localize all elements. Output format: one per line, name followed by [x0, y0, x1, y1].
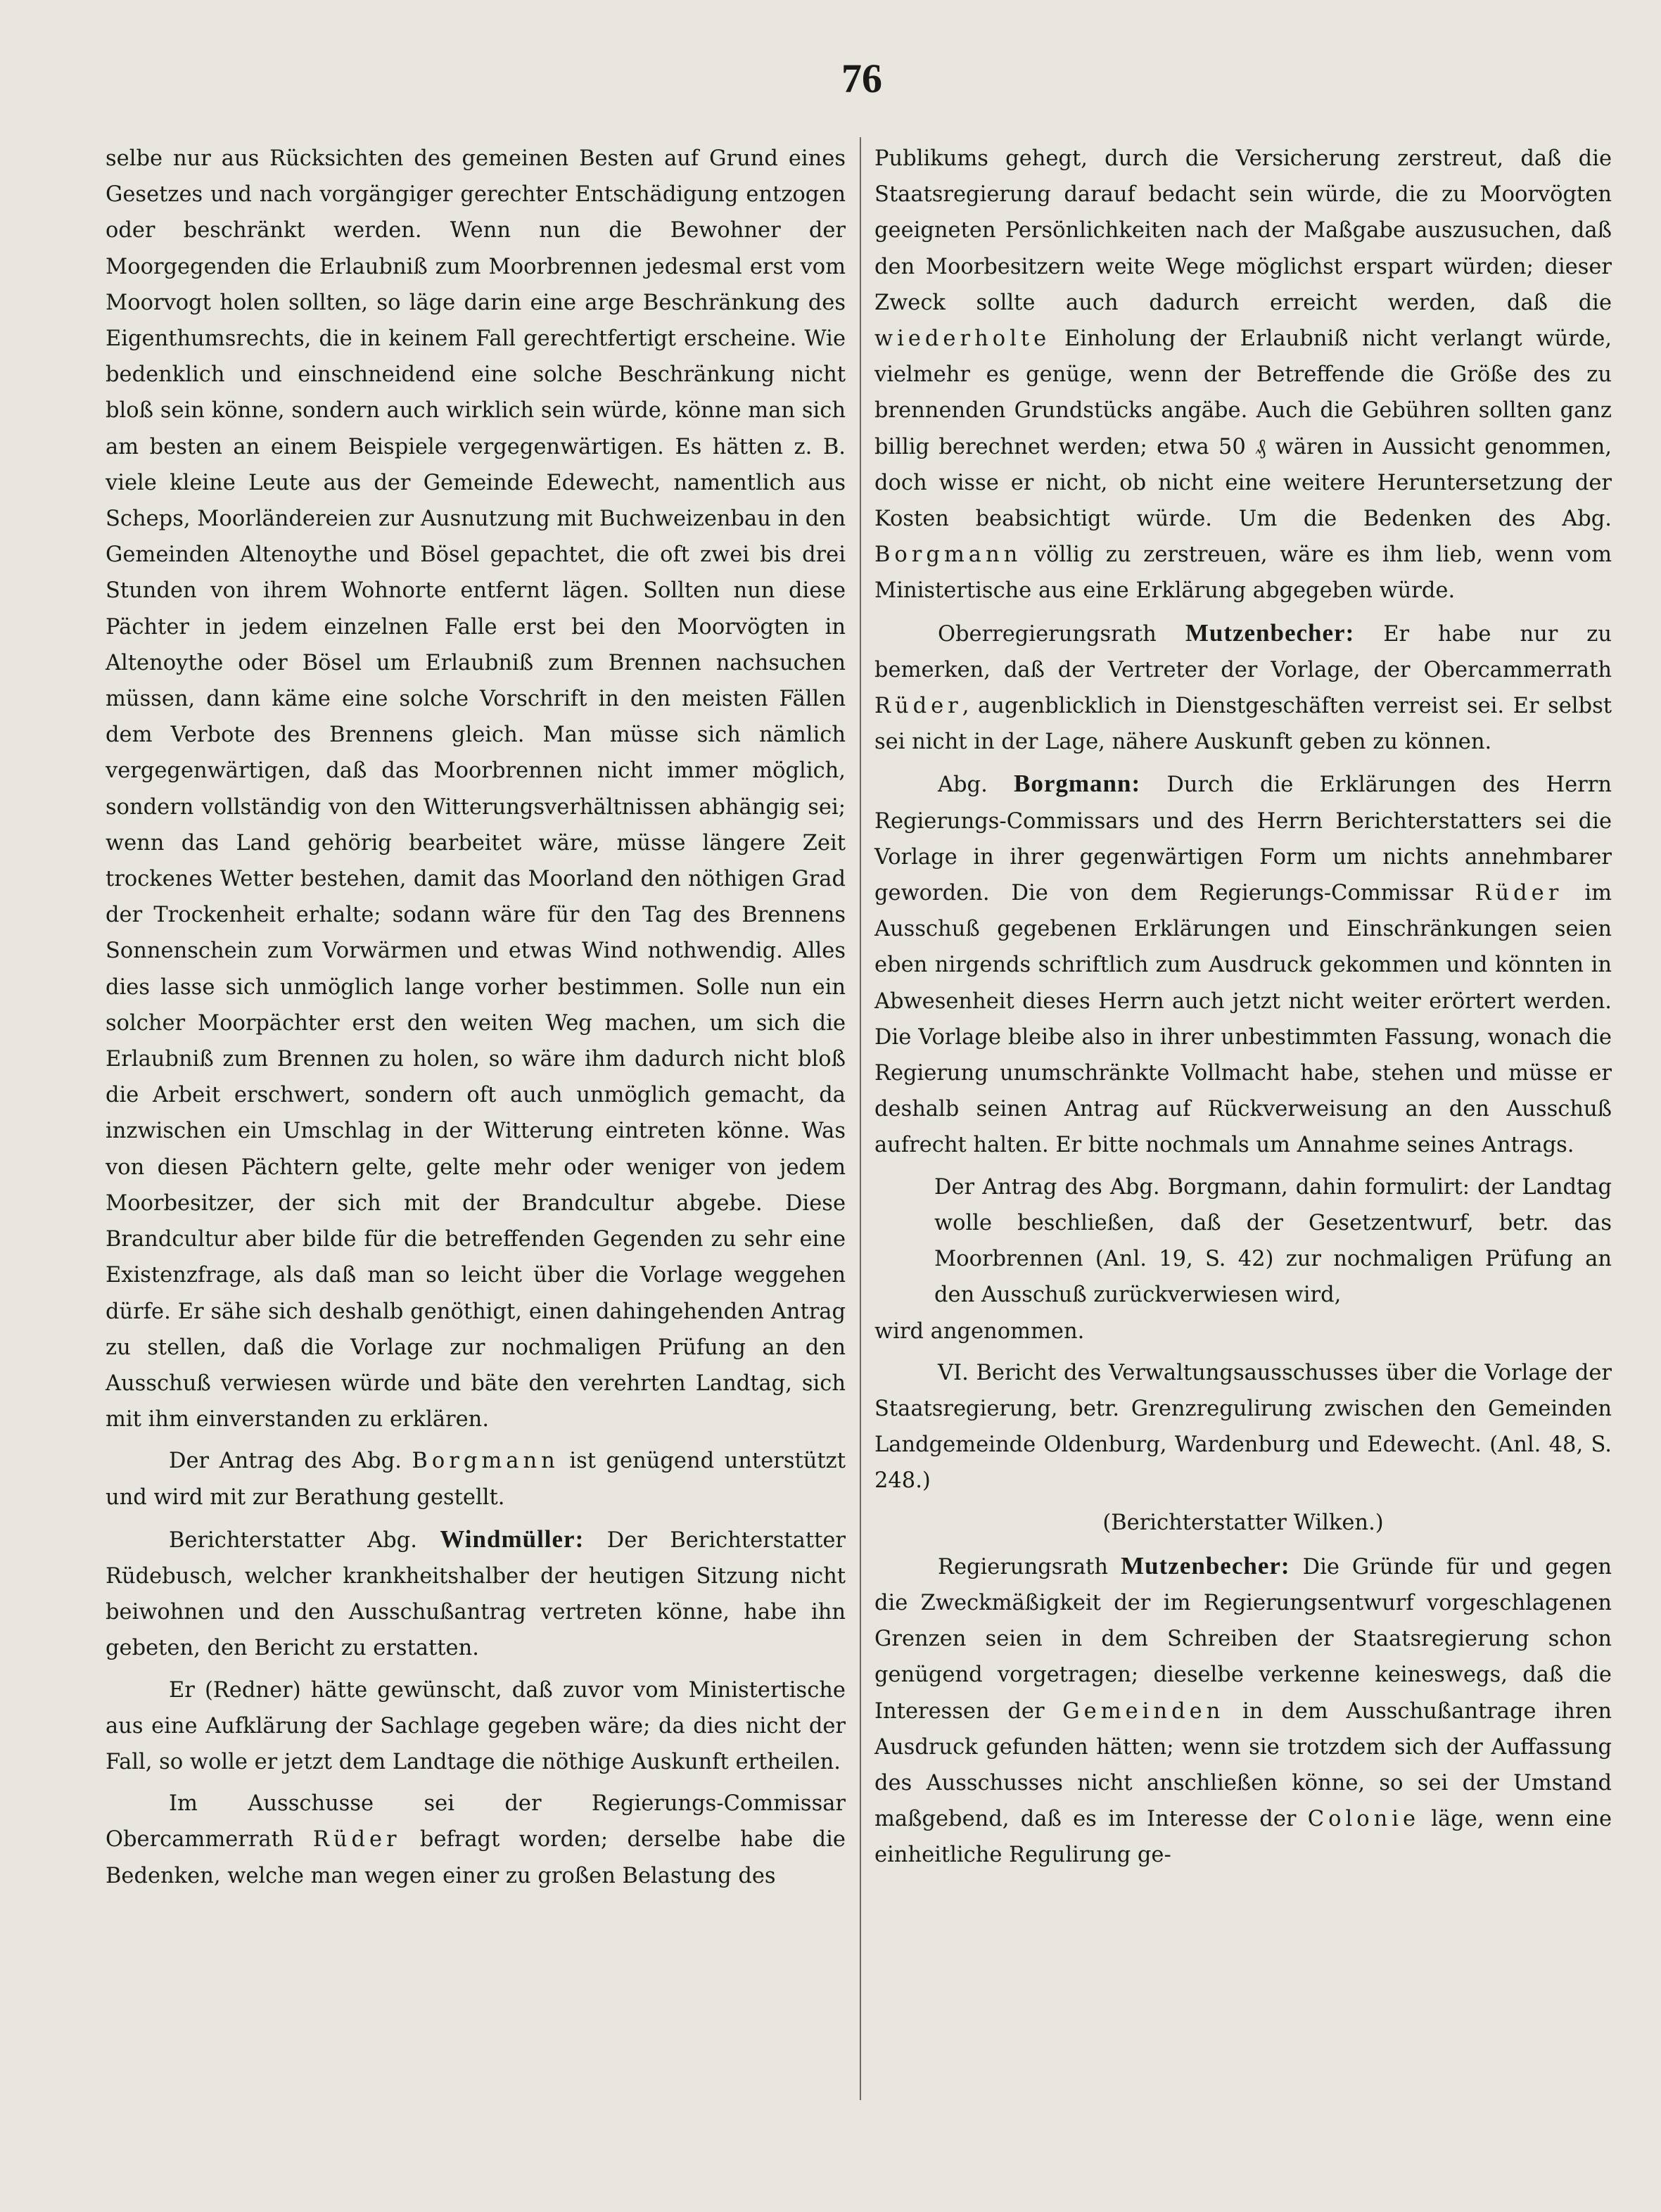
- paragraph-text: Einholung der Erlaubniß nicht verlangt würde, vielmehr es genüge, wenn der Betreffende die Größe des zu brennenden Grundstücks angäbe. Auch die Gebühren sollten ganz billig berechnet werden; etwa 50 ₰ wären in Aussicht genommen, doch wisse er nicht, ob nicht eine weitere Heruntersetzung der Kosten beabsichtigt würde. Um die Bedenken des Abg.: [874, 326, 1612, 532]
- paragraph-text: Publikums gehegt, durch die Versicherung zerstreut, daß die Staatsregierung darauf bedacht sein würde, die zu Moorvögten geeigneten Persönlichkeiten nach der Maßgabe auszusuchen, daß den Moorbesitzern weite Wege möglichst erspart würden; dieser Zweck sollte auch dadurch erreicht werden, daß die: [874, 146, 1612, 315]
- person-name: Rüder: [1475, 881, 1563, 906]
- agenda-item-vi: VI. Bericht des Verwaltungsausschusses über die Vorlage der Staatsregierung, betr. Grenzregulirung zwischen den Gemeinden Landgemeinde Oldenburg, Wardenburg und Edewecht. (Anl. 48, S. 248.): [874, 1360, 1612, 1494]
- speaker-role: Oberregierungsrath: [938, 621, 1157, 647]
- paragraph: [106, 1786, 846, 1894]
- speaker-role: Regierungsrath: [938, 1554, 1109, 1579]
- person-name: Borgmann: [412, 1449, 559, 1474]
- paragraph: [874, 615, 1612, 761]
- paragraph-text: Der Berichterstatter Rüdebusch, welcher krankheitshalber der heutigen Sitzung nicht beiwohnen und den Ausschußantrag vertreten könne, habe ihn gebeten, den Bericht zu erstatten.: [106, 1527, 846, 1661]
- paragraph-text: Er (Redner) hätte gewünscht, daß zuvor vom Ministertische aus eine Aufklärung der Sachlage gegeben wäre; da dies nicht der Fall, so wolle er jetzt dem Landtage die nöthige Auskunft ertheilen.: [106, 1677, 846, 1774]
- paragraph-text: völlig zu zerstreuen, wäre es ihm lieb, wenn vom Ministertische aus eine Erklärung abgegeben würde.: [874, 542, 1612, 604]
- speaker-role: Abg.: [938, 773, 988, 798]
- person-name: Borgmann: [874, 542, 1022, 568]
- paragraph-text: läge, wenn eine einheitliche Regulirung ge-: [874, 1807, 1612, 1868]
- paragraph-text: Er habe nur zu bemerken, daß der Vertreter der Vorlage, der Obercammerrath: [874, 621, 1612, 682]
- person-name: Rüder: [874, 694, 962, 719]
- paragraph-text: selbe nur aus Rücksichten des gemeinen Besten auf Grund eines Gesetzes und nach vorgängiger gerechter Entschädigung entzogen oder beschränkt werden. Wenn nun die Bewohner der Moorgegenden die Erlaubniß zum Moorbrennen jedesmal erst vom Moorvogt holen sollten, so läge darin eine arge Beschränkung des Eigenthumsrechts, die in keinem Fall gerechtfertigt erscheine. Wie bedenklich und einschneidend eine solche Beschränkung nicht bloß sein könne, sondern auch wirklich sein würde, könne man sich am besten an einem Beispiele vergegenwärtigen. Es hätten z. B. viele kleine Leute aus der Gemeinde Edewecht, namentlich aus Scheps, Moorländereien zur Ausnutzung mit Buchweizenbau in den Gemeinden Altenoythe und Bösel gepachtet, die oft zwei bis drei Stunden von ihrem Wohnorte entfernt lägen. Sollten nun diese Pächter in jedem einzelnen Falle erst bei den Moorvögten in Altenoythe oder Bösel um Erlaubniß zum Brennen nachsuchen müssen, dann käme eine solche Vorschrift in den meisten Fällen dem Verbote des Brennens gleich. Man müsse sich nämlich vergegenwärtigen, daß das Moorbrennen nicht immer möglich, sondern vollständig von den Witterungsverhältnissen abhängig sei; wenn das Land gehörig bearbeitet wäre, müsse längere Zeit trockenes Wetter bestehen, damit das Moorland den nöthigen Grad der Trockenheit erhalte; sodann wäre für den Tag des Brennens Sonnenschein zum Vorwärmen und etwas Wind nothwendig. Alles dies lasse sich unmöglich lange vorher bestimmen. Solle nun ein solcher Moorpächter erst den weiten Weg machen, um sich die Erlaubniß zum Brennen zu holen, so wäre ihm dadurch nicht bloß die Arbeit erschwert, sondern oft auch unmöglich gemacht, da inzwischen ein Umschlag in der Witterung eintreten könne. Was von diesen Pächtern gelte, gelte mehr oder weniger von jedem Moorbesitzer, der sich mit der Brandcultur abgebe. Diese Brandcultur aber bilde für die betreffenden Gegenden zu sehr eine Existenzfrage, als daß man so leicht über die Vorlage weggehen dürfe. Er sähe sich deshalb genöthigt, einen dahingehenden Antrag zu stellen, daß die Vorlage zur nochmaligen Prüfung an den Ausschuß verwiesen würde und bäte den verehrten Landtag, sich mit ihm einverstanden zu erklären.: [106, 146, 846, 1432]
- paragraph: [106, 1443, 846, 1515]
- rapporteur-note: (Berichterstatter Wilken.): [1102, 1510, 1384, 1535]
- person-name: Rüder: [312, 1827, 401, 1852]
- paragraph-text: , augenblicklich in Dienstgeschäften verreist sei. Er selbst sei nicht in der Lage, nähere Auskunft geben zu können.: [874, 694, 1612, 755]
- paragraph: [874, 141, 1612, 609]
- paragraph-text: befragt worden; derselbe habe die Bedenken, welche man wegen einer zu großen Belastung des: [106, 1827, 846, 1888]
- speaker-name: Borgmann:: [1014, 770, 1141, 798]
- speaker-name: Mutzenbecher:: [1121, 1551, 1290, 1579]
- paragraph-text: in dem Ausschußantrage ihren Ausdruck gefunden hätten; wenn sie trotzdem sich der Auffassung des Ausschusses nicht anschließen könne, so sei der Umstand maßgebend, daß es im Interesse der: [874, 1698, 1612, 1832]
- paragraph-text: Die Gründe für und gegen die Zweckmäßigkeit der im Regierungsentwurf vorgeschlagenen Grenzen seien in dem Schreiben der Staatsregierung schon genügend vorgetragen; dieselbe verkenne keineswegs, daß die Interessen der: [874, 1554, 1612, 1724]
- emphasis-word: wiederholte: [874, 326, 1051, 352]
- right-column: [874, 141, 1612, 1879]
- paragraph-text: Im Ausschusse sei der Regierungs-Commissar Obercammerrath: [106, 1791, 846, 1852]
- resolution-result: wird angenommen.: [874, 1318, 1085, 1344]
- left-column: [106, 141, 846, 1900]
- paragraph-text: Der Antrag des Abg.: [169, 1449, 402, 1474]
- speaker-name: Windmüller:: [440, 1525, 585, 1553]
- paragraph-text: im Ausschuß gegebenen Erklärungen und Einschränkungen seien eben nirgends schriftlich zum Ausdruck gekommen und könnten in Abwesenheit dieses Herrn auch jetzt nicht weiter erörtert werden. Die Vorlage bleibe also in ihrer unbestimmten Fassung, wonach die Regierung unumschränkte Vollmacht habe, stehen und müsse er deshalb seinen Antrag auf Rückverweisung an den Ausschuß aufrecht halten. Er bitte nochmals um Annahme seines Antrags.: [874, 881, 1612, 1158]
- resolution-text: Der Antrag des Abg. Borgmann, dahin formulirt: der Landtag wolle beschließen, daß der Gesetzentwurf, betr. das Moorbrennen (Anl. 19, S. 42) zur nochmaligen Prüfung an den Ausschuß zurückverwiesen wird,: [934, 1174, 1612, 1308]
- emphasis-word: Colonie: [1307, 1807, 1420, 1832]
- paragraph: [106, 1672, 846, 1781]
- paragraph: [106, 1521, 846, 1667]
- speaker-role: Berichterstatter Abg.: [169, 1527, 417, 1553]
- speaker-name: Mutzenbecher:: [1185, 618, 1355, 647]
- paragraph: [874, 765, 1612, 1163]
- paragraph-text: Durch die Erklärungen des Herrn Regierungs-Commissars und des Herrn Berichterstatters sei die Vorlage in ihrer gegenwärtigen Form um nichts annehmbarer geworden. Die von dem Regierungs-Commissar: [874, 773, 1612, 906]
- page-number: 76: [841, 56, 882, 101]
- paragraph: [106, 141, 846, 1437]
- paragraph: [874, 1548, 1612, 1874]
- paragraph-text: ist genügend unterstützt und wird mit zur Berathung gestellt.: [106, 1449, 846, 1510]
- emphasis-word: Gemeinden: [1062, 1698, 1225, 1724]
- column-divider: [860, 137, 861, 2100]
